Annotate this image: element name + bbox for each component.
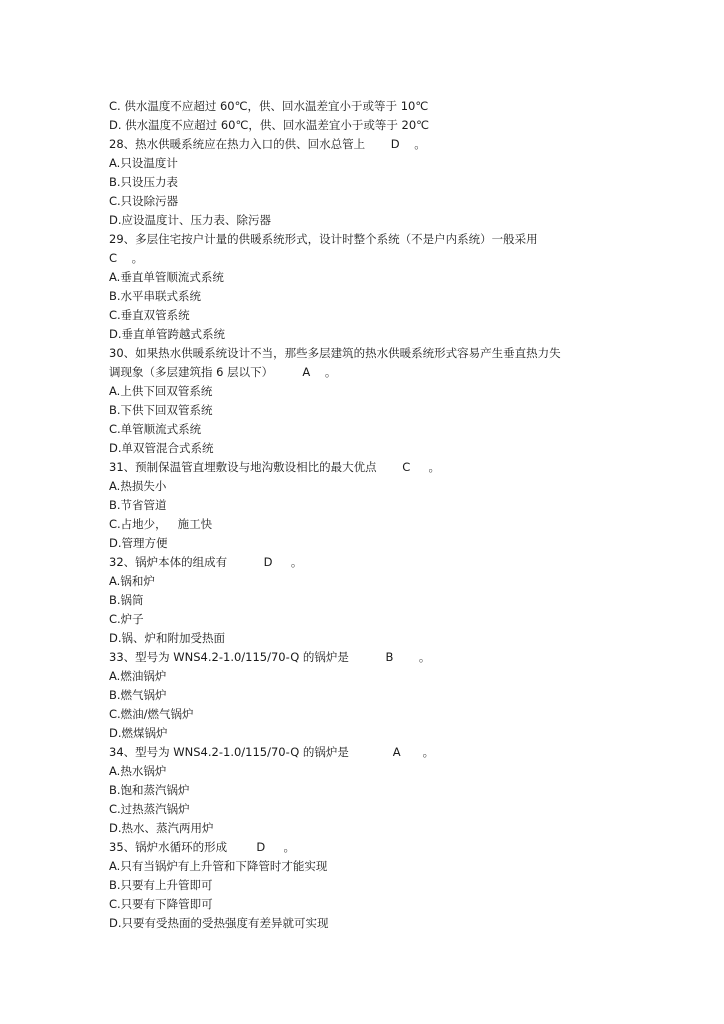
text-line: D.管理方便 (109, 536, 168, 550)
text-line: 33、型号为 WNS4.2-1.0/115/70-Q 的锅炉是 B 。 (109, 650, 431, 664)
text-line: C.单管顺流式系统 (109, 422, 202, 436)
text-line: D.锅、炉和附加受热面 (109, 631, 226, 645)
text-line: 32、锅炉本体的组成有 D 。 (109, 555, 303, 569)
text-line: 28、热水供暖系统应在热力入口的供、回水总管上 D 。 (109, 137, 426, 151)
text-line: C.垂直双管系统 (109, 308, 190, 322)
text-line: C. 供水温度不应超过 60℃，供、回水温差宜小于或等于 10℃ (109, 99, 429, 113)
text-line: C.过热蒸汽锅炉 (109, 802, 190, 816)
text-line: 调现象（多层建筑指 6 层以下） A 。 (109, 365, 337, 379)
text-line: A.燃油锅炉 (109, 669, 167, 683)
text-line: C.只要有下降管即可 (109, 897, 213, 911)
text-line: B.水平串联式系统 (109, 289, 202, 303)
text-line: A.垂直单管顺流式系统 (109, 270, 224, 284)
text-line: A.热损失小 (109, 479, 167, 493)
text-line: A.热水锅炉 (109, 764, 167, 778)
text-line: C.只设除污器 (109, 194, 179, 208)
text-line: 35、锅炉水循环的形成 D 。 (109, 840, 296, 854)
text-line: B.锅筒 (109, 593, 144, 607)
text-line: D.垂直单管跨越式系统 (109, 327, 226, 341)
text-line: C 。 (109, 251, 144, 265)
text-line: 34、型号为 WNS4.2-1.0/115/70-Q 的锅炉是 A 。 (109, 745, 435, 759)
text-line: 31、预制保温管直埋敷设与地沟敷设相比的最大优点 C 。 (109, 460, 441, 474)
text-line: B.饱和蒸汽锅炉 (109, 783, 190, 797)
text-line: A.上供下回双管系统 (109, 384, 213, 398)
text-line: B.下供下回双管系统 (109, 403, 213, 417)
text-line: C.炉子 (109, 612, 144, 626)
document-body (109, 97, 621, 933)
text-line: A.只有当锅炉有上升管和下降管时才能实现 (109, 859, 328, 873)
text-line: B.燃气锅炉 (109, 688, 167, 702)
text-line: D.燃煤锅炉 (109, 726, 168, 740)
text-line: D.只要有受热面的受热强度有差异就可实现 (109, 916, 329, 930)
text-line: A.只设温度计 (109, 156, 178, 170)
text-line: D.单双管混合式系统 (109, 441, 214, 455)
text-line: C.燃油/燃气锅炉 (109, 707, 194, 721)
text-line: C.占地少， 施工快 (109, 517, 213, 531)
text-line: 30、如果热水供暖系统设计不当，那些多层建筑的热水供暖系统形式容易产生垂直热力失 (109, 346, 561, 360)
text-line: D.热水、蒸汽两用炉 (109, 821, 214, 835)
text-line: D. 供水温度不应超过 60℃，供、回水温差宜小于或等于 20℃ (109, 118, 430, 132)
text-line: B.只要有上升管即可 (109, 878, 213, 892)
text-line: B.节省管道 (109, 498, 167, 512)
text-line: A.锅和炉 (109, 574, 155, 588)
text-line: D.应设温度计、压力表、除污器 (109, 213, 272, 227)
text-line: B.只设压力表 (109, 175, 179, 189)
text-line: 29、多层住宅按户计量的供暖系统形式，设计时整个系统（不是户内系统）一般采用 (109, 232, 538, 246)
